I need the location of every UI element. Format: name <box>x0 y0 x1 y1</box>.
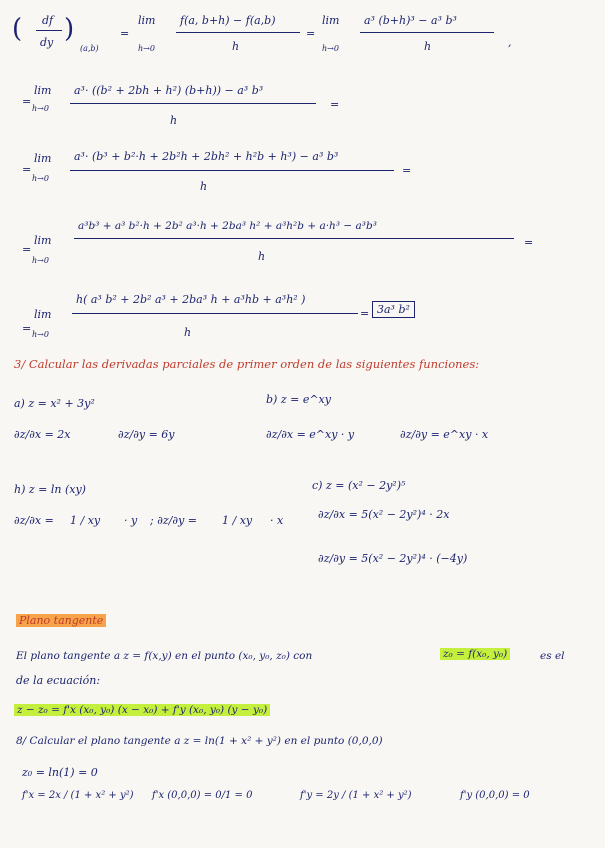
paren-close: ) <box>64 14 75 44</box>
exercise-h-dx-frac: 1 / xy <box>70 514 101 527</box>
exercise-c-dx: ∂z/∂x = 5(x² − 2y²)⁴ · 2x <box>318 508 450 521</box>
exercise-8-fx: f'x = 2x / (1 + x² + y²) <box>22 790 134 801</box>
lim-label: lim <box>34 308 52 321</box>
exercise-c-function: c) z = (x² − 2y²)⁵ <box>312 479 406 492</box>
fraction-bar <box>36 30 62 31</box>
exercise-8-fy-value: f'y (0,0,0) = 0 <box>460 790 530 801</box>
exercise-h-dy-label: ; ∂z/∂y = <box>150 514 198 527</box>
exercise-h-dx-tail: · y <box>124 514 138 527</box>
step-denominator: h <box>170 114 178 127</box>
exercise-8-fx-value: f'x (0,0,0) = 0/1 = 0 <box>152 790 253 801</box>
equals: = <box>402 164 412 177</box>
exercise-8-title: 8/ Calcular el plano tangente a z = ln(1 + x² + y²) en el punto (0,0,0) <box>16 735 383 747</box>
fraction-bar <box>74 238 514 239</box>
step1-numerator: a³· ((b² + 2bh + h²) (b+h)) − a³ b³ <box>74 84 264 97</box>
plano-definition-line1-end: es el <box>540 650 565 662</box>
lim-label: lim <box>138 14 156 27</box>
exercise-h-dy-frac: 1 / xy <box>222 514 253 527</box>
exercise-a-dx: ∂z/∂x = 2x <box>14 428 71 441</box>
plano-tangente-heading: Plano tangente <box>16 614 106 627</box>
fraction-bar <box>70 170 394 171</box>
lim-sub: h→0 <box>32 174 49 183</box>
exercise-h-function: h) z = ln (xy) <box>14 483 86 496</box>
plano-definition-line2: de la ecuación: <box>16 674 101 687</box>
lim-label: lim <box>34 234 52 247</box>
fraction-bar <box>176 32 300 33</box>
step-denominator: h <box>184 326 192 339</box>
exercise-a-function: a) z = x² + 3y² <box>14 397 95 410</box>
fraction-bar <box>70 103 316 104</box>
plano-definition-line1: El plano tangente a z = f(x,y) en el punto (x₀, y₀, z₀) con <box>16 650 313 662</box>
plano-equation: z − z₀ = f'x (x₀, y₀) (x − x₀) + f'y (x₀, y₀) (y − y₀) <box>14 704 270 716</box>
lim-label: lim <box>34 152 52 165</box>
header-denominator: h <box>424 40 432 53</box>
exercise-b-dy: ∂z/∂y = e^xy · x <box>400 428 489 441</box>
lim-sub: h→0 <box>322 44 339 53</box>
equals: = <box>360 307 370 320</box>
lim-label: lim <box>322 14 340 27</box>
equals: = <box>22 95 32 108</box>
result-box: 3a³ b² <box>372 301 415 318</box>
fraction-bar <box>72 313 358 314</box>
exercise-a-dy: ∂z/∂y = 6y <box>118 428 175 441</box>
exercise-8-fy: f'y = 2y / (1 + x² + y²) <box>300 790 412 801</box>
exercise-3-title: 3/ Calcular las derivadas parciales de primer orden de las siguientes funciones: <box>14 357 480 371</box>
comma: , <box>508 36 512 49</box>
eval-point: (a,b) <box>80 44 99 53</box>
df-label: df <box>42 14 54 27</box>
lim-sub: h→0 <box>138 44 155 53</box>
header-numerator-2: a³ (b+h)³ − a³ b³ <box>364 14 457 27</box>
equals: = <box>120 27 130 40</box>
paren-open: ( <box>12 14 23 44</box>
equals: = <box>22 322 32 335</box>
exercise-8-z0: z₀ = ln(1) = 0 <box>22 766 98 779</box>
equals: = <box>22 163 32 176</box>
lim-label: lim <box>34 84 52 97</box>
step4-numerator: h( a³ b² + 2b² a³ + 2ba³ h + a³hb + a³h² ) <box>76 293 306 306</box>
step-denominator: h <box>258 250 266 263</box>
header-denominator: h <box>232 40 240 53</box>
step2-numerator: a³· (b³ + b²·h + 2b²h + 2bh² + h²b + h³) − a³ b³ <box>74 150 339 163</box>
plano-z0-highlight: z₀ = f(x₀, y₀) <box>440 648 510 660</box>
equals: = <box>306 27 316 40</box>
exercise-c-dy: ∂z/∂y = 5(x² − 2y²)⁴ · (−4y) <box>318 552 468 565</box>
equals: = <box>330 98 340 111</box>
header-numerator: f(a, b+h) − f(a,b) <box>180 14 276 27</box>
step-denominator: h <box>200 180 208 193</box>
fraction-bar <box>360 32 494 33</box>
dy-label: dy <box>40 36 54 49</box>
lim-sub: h→0 <box>32 256 49 265</box>
equals: = <box>22 243 32 256</box>
step3-numerator: a³b³ + a³ b²·h + 2b² a³·h + 2ba³ h² + a³h²b + a·h³ − a³b³ <box>78 220 377 232</box>
equals: = <box>524 236 534 249</box>
exercise-h-dy-tail: · x <box>270 514 284 527</box>
lim-sub: h→0 <box>32 104 49 113</box>
exercise-h-dx-label: ∂z/∂x = <box>14 514 54 527</box>
exercise-b-dx: ∂z/∂x = e^xy · y <box>266 428 355 441</box>
exercise-b-function: b) z = e^xy <box>266 393 331 406</box>
lim-sub: h→0 <box>32 330 49 339</box>
